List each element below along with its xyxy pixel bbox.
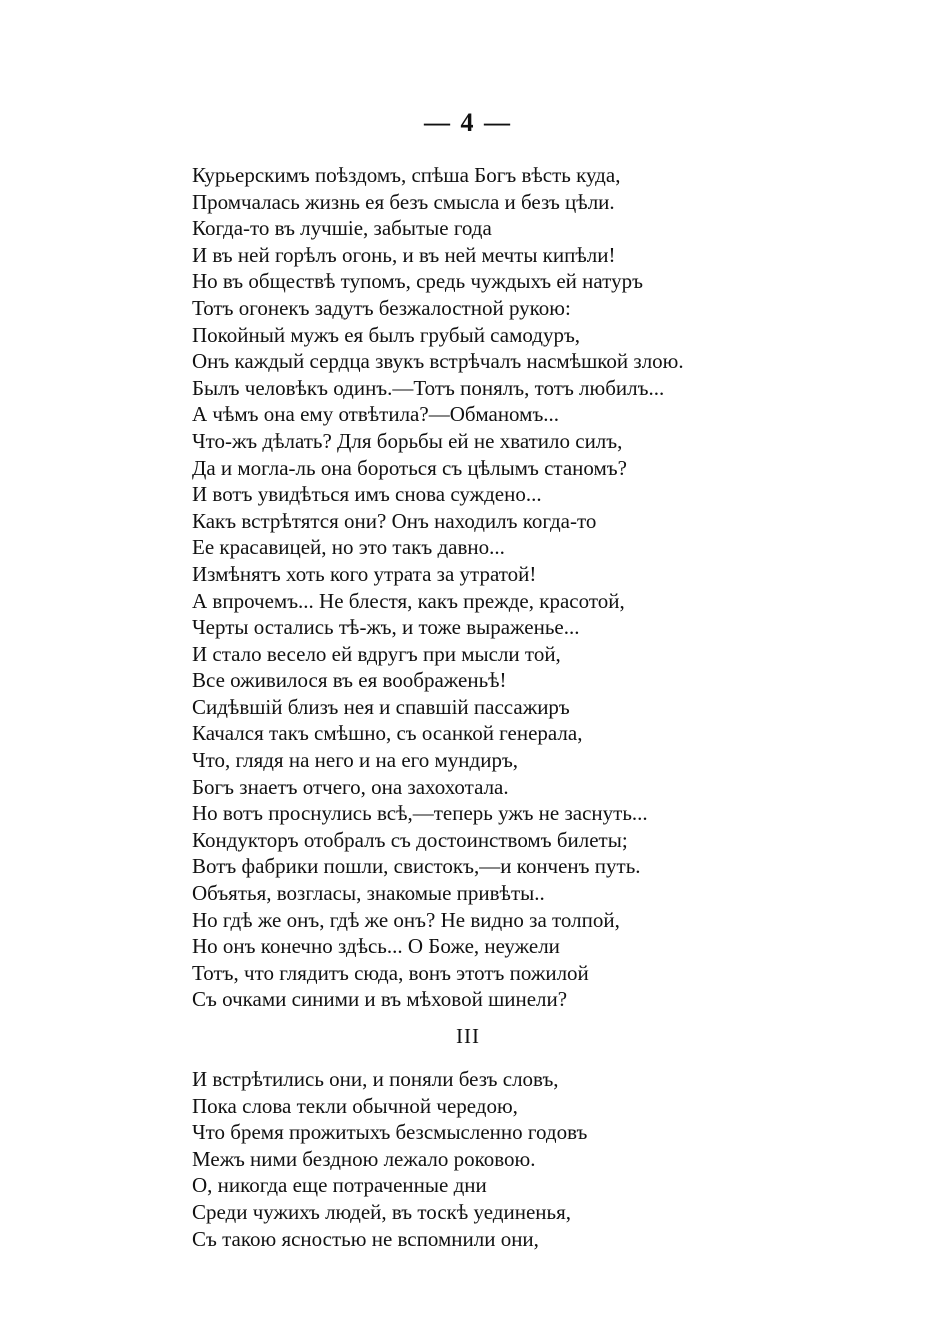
verse-line: Вотъ фабрики пошли, свистокъ,—и конченъ путь. <box>192 854 641 879</box>
verse-line: Съ такою ясностью не вспомнили они, <box>192 1226 539 1251</box>
verse-line: Что бремя прожитыхъ безсмысленно годовъ <box>192 1120 588 1145</box>
section-heading: III <box>456 1024 480 1048</box>
verse-line: Сидѣвшій близъ нея и спавшій пассажиръ <box>192 694 570 719</box>
verse-line: И встрѣтились они, и поняли безъ словъ, <box>192 1067 559 1091</box>
verse-line: Но онъ конечно здѣсь... О Боже, неужели <box>192 934 560 959</box>
verse-line: Черты остались тѣ-жъ, и тоже выраженье... <box>192 615 580 640</box>
verse-line: Объятья, возгласы, знакомые привѣты.. <box>192 881 545 906</box>
verse-line: Былъ человѣкъ одинъ.—Тотъ понялъ, тотъ любилъ... <box>192 375 665 400</box>
verse-line: Межъ ними бездною лежало роковою. <box>192 1146 536 1171</box>
verse-line: Онъ каждый сердца звукъ встрѣчалъ насмѣшкой злою. <box>192 349 684 374</box>
verse-line: И вотъ увидѣться имъ снова суждено... <box>192 482 542 507</box>
verse-line: Что, глядя на него и на его мундиръ, <box>192 748 519 773</box>
stanza-2 <box>192 1066 892 1252</box>
verse-line: Тотъ, что глядитъ сюда, вонъ этотъ пожилой <box>192 960 589 985</box>
stanza-1 <box>192 162 892 1013</box>
verse-line: Но въ обществѣ тупомъ, средь чуждыхъ ей натуръ <box>192 269 643 294</box>
verse-line: Ее красавицей, но это такъ давно... <box>192 535 505 560</box>
verse-line: Все оживилося въ ея воображеньѣ! <box>192 668 507 693</box>
verse-line: Богъ знаетъ отчего, она захохотала. <box>192 774 509 799</box>
verse-line: Но гдѣ же онъ, гдѣ же онъ? Не видно за толпой, <box>192 907 620 932</box>
verse-line: Съ очками синими и въ мѣховой шинели? <box>192 987 568 1012</box>
verse-line: Промчалась жизнь ея безъ смысла и безъ цѣли. <box>192 189 615 214</box>
verse-line: Кондукторъ отобралъ съ достоинствомъ билеты; <box>192 827 628 852</box>
verse-line: И въ ней горѣлъ огонь, и въ ней мечты кипѣли! <box>192 242 616 267</box>
verse-line: Среди чужихъ людей, въ тоскѣ уединенья, <box>192 1199 571 1224</box>
verse-line: Покойный мужъ ея былъ грубый самодуръ, <box>192 322 581 347</box>
verse-line: Какъ встрѣтятся они? Онъ находилъ когда-то <box>192 508 597 533</box>
verse-line: Тотъ огонекъ задутъ безжалостной рукою: <box>192 295 571 320</box>
verse-line: Когда-то въ лучшіе, забытые года <box>192 216 492 241</box>
page-number: — 4 — <box>424 108 512 137</box>
verse-line: Пока слова текли обычной чередою, <box>192 1093 518 1118</box>
verse-line: Что-жъ дѣлать? Для борьбы ей не хватило силъ, <box>192 428 623 453</box>
verse-line: Да и могла-ль она бороться съ цѣлымъ станомъ? <box>192 455 627 480</box>
verse-line: О, никогда еще потраченные дни <box>192 1173 487 1198</box>
verse-line: Курьерскимъ поѣздомъ, спѣша Богъ вѣсть куда, <box>192 163 621 187</box>
verse-line: Качался такъ смѣшно, съ осанкой генерала, <box>192 721 583 746</box>
verse-line: И стало весело ей вдругъ при мысли той, <box>192 641 561 666</box>
verse-line: Но вотъ проснулись всѣ,—теперь ужъ не заснуть... <box>192 801 648 826</box>
verse-line: А впрочемъ... Не блестя, какъ прежде, красотой, <box>192 588 625 613</box>
verse-line: А чѣмъ она ему отвѣтила?—Обманомъ... <box>192 402 560 427</box>
verse-line: Измѣнятъ хоть кого утрата за утратой! <box>192 561 537 586</box>
